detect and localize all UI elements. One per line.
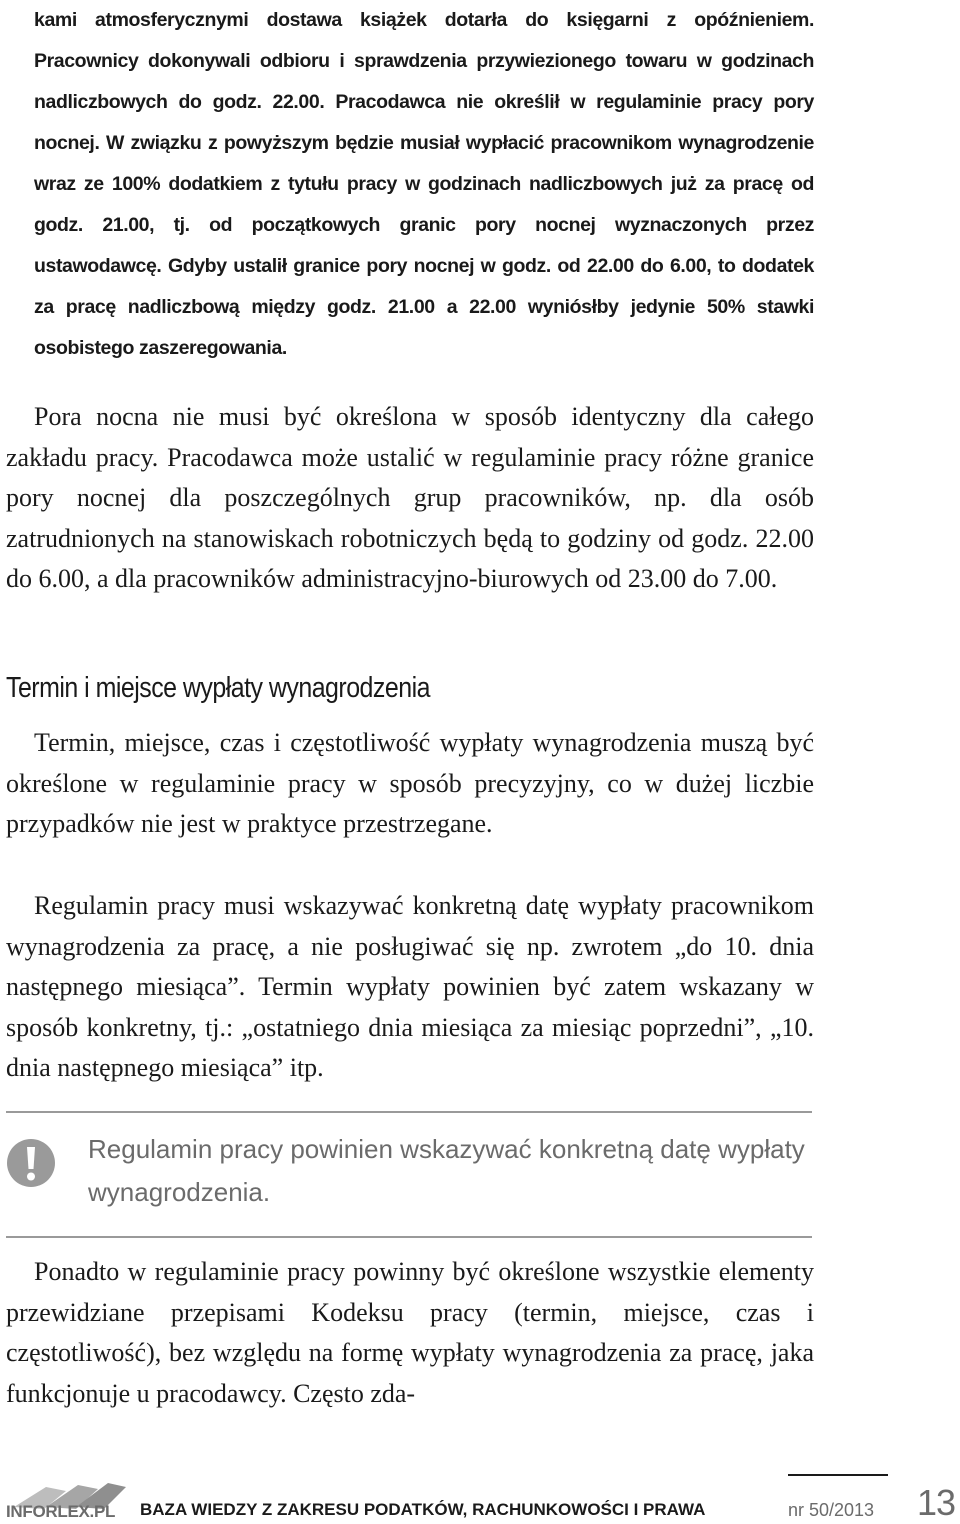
payment-terms-paragraph-text: Termin, miejsce, czas i częstotliwość wypłaty wynagrodzenia muszą być określone w regulaminie pracy w sposób precyzyjny, co w dużej liczbie przypadków nie jest w praktyce przestrzegane. bbox=[6, 728, 814, 839]
payment-date-paragraph-text: Regulamin pracy musi wskazywać konkretną datę wypłaty pracownikom wynagrodzenia za pracę, a nie posługiwać się np. zwrotem „do 10. dnia następnego miesiąca”. Termin wypłaty powinien być zatem wskazany w sposób konkretny, tj.: „ostatniego dnia miesiąca za miesiąc poprzedni”, „10. dnia następnego miesiąca” itp. bbox=[6, 891, 814, 1083]
footer-title: BAZA WIEDZY Z ZAKRESU PODATKÓW, RACHUNKOWOŚCI I PRAWA bbox=[140, 1500, 706, 1519]
exclamation-icon bbox=[6, 1138, 56, 1188]
night-time-paragraph bbox=[6, 397, 814, 600]
footer-divider bbox=[788, 1474, 888, 1476]
issue-number: nr 50/2013 bbox=[788, 1500, 875, 1520]
callout-text: Regulamin pracy powinien wskazywać konkretną datę wypłaty wynagrodzenia. bbox=[88, 1134, 805, 1207]
payment-date-paragraph bbox=[6, 886, 814, 1089]
inforlex-logo-text: INFORLEX.PL bbox=[6, 1502, 116, 1521]
callout-top-divider bbox=[6, 1111, 812, 1113]
page-number: 13 bbox=[917, 1482, 956, 1523]
page-footer bbox=[0, 1460, 960, 1524]
night-time-paragraph-text: Pora nocna nie musi być określona w sposób identyczny dla całego zakładu pracy. Pracodawca może ustalić w regulaminie pracy różne granice pory nocnej dla poszczególnych grup pracowników, np. dla osób zatrudnionych na stanowiskach robotniczych będą to godziny od godz. 22.00 do 6.00, a dla pracowników administracyjno-biurowych od 23.00 do 7.00. bbox=[6, 402, 814, 594]
additional-elements-paragraph-text: Ponadto w regulaminie pracy powinny być określone wszystkie elementy przewidziane przepisami Kodeksu pracy (termin, miejsce, czas i częstotliwość), bez względu na formę wypłaty wynagrodzenia za pracę, jaka funkcjonuje u pracodawcy. Często zda- bbox=[6, 1257, 814, 1408]
additional-elements-paragraph bbox=[6, 1252, 814, 1414]
example-paragraph: kami atmosferycznymi dostawa książek dotarła do księgarni z opóźnieniem. Pracownicy dokonywali odbioru i sprawdzenia przywiezionego towaru w godzinach nadliczbowych do godz. 22.00. Pracodawca nie określił w regulaminie pracy pory nocnej. W związku z powyższym będzie musiał wypłacić pracownikom wynagrodzenie wraz ze 100% dodatkiem z tytułu pracy w godzinach nadliczbowych już za pracę od godz. 21.00, tj. od początkowych granic pory nocnej wyznaczonych przez ustawodawcę. Gdyby ustalił granice pory nocnej w godz. od 22.00 do 6.00, to dodatek za pracę nadliczbową między godz. 21.00 a 22.00 wyniósłby jedynie 50% stawki osobistego zaszeregowania. bbox=[34, 9, 814, 359]
callout-bottom-divider bbox=[6, 1236, 812, 1238]
section-heading: Termin i miejsce wypłaty wynagrodzenia bbox=[6, 672, 430, 704]
payment-terms-paragraph bbox=[6, 723, 814, 845]
